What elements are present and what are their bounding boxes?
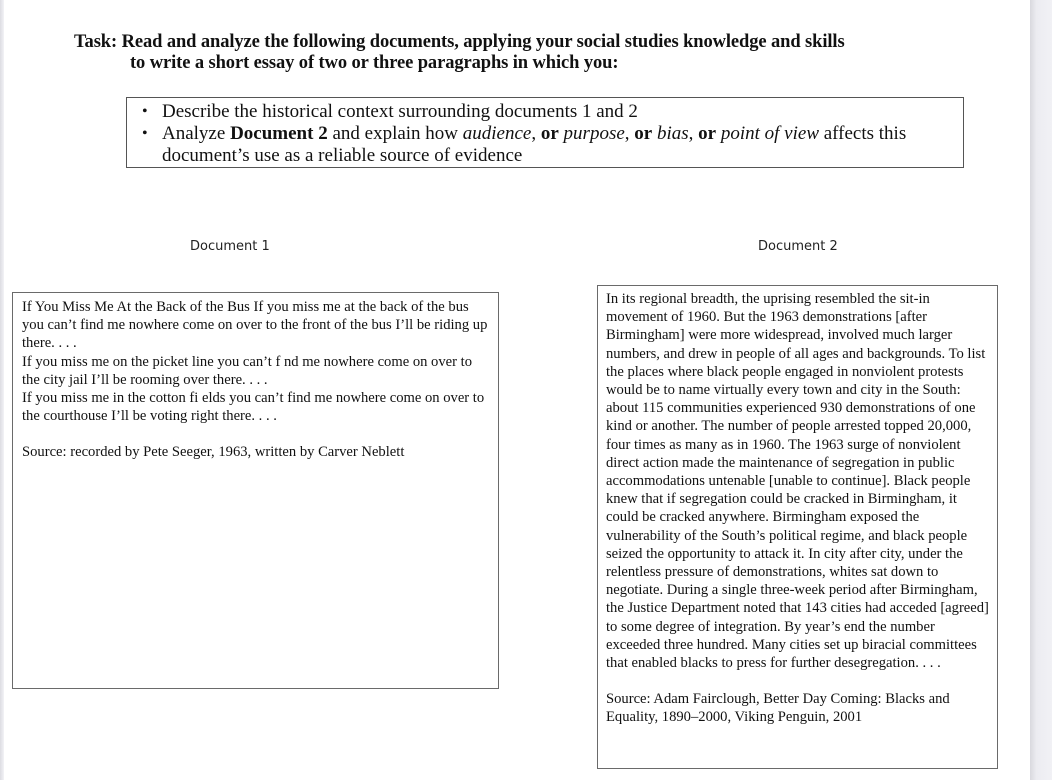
emphasis-audience: audience <box>462 123 532 144</box>
emphasis-point-of-view: point of view <box>720 123 819 144</box>
document-1-box <box>12 292 499 689</box>
task-line-2: to write a short essay of two or three paragraphs in which you: <box>130 53 619 73</box>
text: , <box>688 123 699 144</box>
emphasis-document-2: Document 2 <box>230 123 328 144</box>
document-1-verse-3: If you miss me in the cotton fi elds you can’t find me nowhere come on over to the courthouse I’ll be voting right there. . . . <box>22 390 485 425</box>
text: , <box>624 123 635 144</box>
text: Analyze <box>162 123 231 144</box>
task-requirements-box <box>126 97 964 168</box>
emphasis-bias: bias <box>656 123 689 144</box>
document-1-source: Source: recorded by Pete Seeger, 1963, written by Carver Neblett <box>22 444 405 461</box>
emphasis-or: or <box>698 123 717 144</box>
emphasis-or: or <box>540 123 559 144</box>
emphasis-purpose: purpose <box>563 123 625 144</box>
document-2-heading: Document 2 <box>758 239 838 254</box>
page-right-edge-scrollbar[interactable] <box>1030 0 1052 780</box>
emphasis-or: or <box>634 123 653 144</box>
text: affects this document’s use as a reliable source of evidence <box>162 123 907 166</box>
document-2-source: Source: Adam Fairclough, Better Day Coming: Blacks and Equality, 1890–2000, Viking Penguin, 2001 <box>606 691 950 726</box>
task-bullet-1 <box>139 101 953 123</box>
document-2-box <box>597 285 998 769</box>
document-2-body: In its regional breadth, the uprising resembled the sit-in movement of 1960. But the 1963 demonstrations [after Birmingham] were more widespread, involved much larger numbers, and drew in people of all ages and backgrounds. To list the places where black people engaged in nonviolent protests would be to name virtually every town and city in the South: about 115 communities experienced 930 demonstrations of one kind or another. The number of people arrested topped 20,000, four times as many as in 1960. The 1963 surge of nonviolent direct action made the maintenance of segregation in public accommodations untenable [unable to continue]. Black people knew that if segregation could be cracked in Birmingham, it could be cracked anywhere. Birmingham exposed the vulnerability of the South’s political regime, and black people seized the opportunity to attack it. In city after city, under the relentless pressure of demonstrations, whites sat down to negotiate. During a single three-week period after Birmingham, the Justice Department noted that 143 cities had acceded [agreed] to some degree of integration. By year’s end the number exceeded three hundred. Many cities set up biracial committees that enabled blacks to press for further desegregation. . . . <box>606 291 989 672</box>
document-1-verse-2: If you miss me on the picket line you can’t f nd me nowhere come on over to the city jail I’ll be rooming over there. . . . <box>22 353 472 388</box>
document-1-heading: Document 1 <box>190 239 270 254</box>
text: , <box>531 123 541 144</box>
task-instructions <box>74 32 974 74</box>
bullet-icon: • <box>142 103 148 120</box>
task-label: Task: <box>74 32 118 52</box>
document-1-verse-1: If You Miss Me At the Back of the Bus If you miss me at the back of the bus you can’t find me nowhere come on over to the front of the bus I’ll be riding up there. . . . <box>22 299 488 352</box>
text: and explain how <box>327 123 463 144</box>
task-bullet-2 <box>139 123 953 167</box>
page-left-edge <box>0 0 4 780</box>
bullet-icon: • <box>142 125 148 142</box>
task-line-1: Read and analyze the following documents, applying your social studies knowledge and skills <box>121 32 845 52</box>
task-bullet-1-text: Describe the historical context surrounding documents 1 and 2 <box>162 101 638 122</box>
